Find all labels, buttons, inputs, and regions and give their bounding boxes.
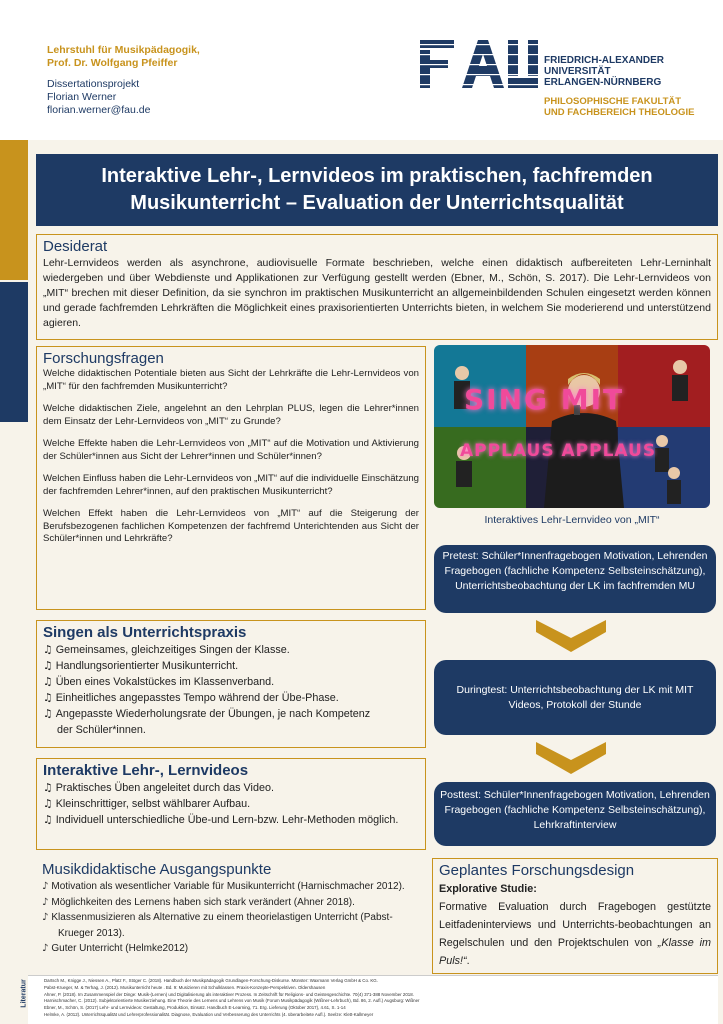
- literature-label: Literatur: [20, 979, 28, 1008]
- list-item: ♪ Motivation als wesentlicher Variable für Musikunterricht (Harnischmacher 2012).: [42, 881, 405, 892]
- list-item: ♫ Individuell unterschiedliche Übe-und Lern-bzw. Lehr-Methoden möglich.: [43, 813, 399, 826]
- research-question: Welchen Effekt haben die Lehr-Lernvideos von „MIT“ auf die Steigerung der Berufsbezogenen fachlichen Kompetenzen der fachfremd Unterichtenden aus Sicht der Schüler*innen und Lehrkräfte?: [43, 508, 419, 544]
- research-questions-heading: Forschungsfragen: [43, 350, 164, 367]
- list-item: ♫ Praktisches Üben angeleitet durch das Video.: [43, 781, 274, 794]
- author-name: Florian Werner: [47, 91, 117, 103]
- faculty-name: PHILOSOPHISCHE FAKULTÄT UND FACHBEREICH THEOLOGIE: [544, 96, 695, 118]
- music-note-icon: ♫: [43, 781, 53, 794]
- research-design-heading: Geplantes Forschungsdesign: [439, 862, 635, 879]
- list-item: ♪ Klassenmusizieren als Alternative zu einem theorielastigen Unterricht (Pabst-Krueger 2013).: [42, 912, 393, 939]
- music-note-icon: ♫: [43, 707, 53, 720]
- chevron-down-icon: [536, 742, 606, 774]
- video-overlay-sing-mit: SING MIT: [464, 383, 625, 416]
- fau-logo: [420, 40, 538, 88]
- chair-name: Lehrstuhl für Musikpädagogik,: [47, 44, 200, 56]
- list-item: ♫ Üben eines Vokalstückes im Klassenverband.: [43, 675, 275, 688]
- chair-info: [47, 44, 200, 117]
- literature-entry: Harnischmacher, C. (2012). Subjektorientierte Musikerziehung. Eine Theorie des Lernens und Lehrens von Musik (Forum Musikpädagogik (Wißner-Lehrbuch), Bd. 86, 2. Aufl.) Augsburg: Wißner: [44, 998, 420, 1004]
- music-note-icon: ♪: [42, 912, 49, 923]
- video-caption: Interaktives Lehr-Lernvideo von „MIT“: [484, 514, 660, 526]
- contact-block: [47, 78, 200, 117]
- list-item: ♫ Kleinschrittiger, selbst wählbarer Aufbau.: [43, 797, 251, 810]
- university-name: FRIEDRICH-ALEXANDER UNIVERSITÄT ERLANGEN-NÜRNBERG: [544, 55, 664, 88]
- music-note-icon: ♫: [43, 813, 53, 826]
- music-note-icon: ♪: [42, 943, 49, 954]
- list-item: ♪ Guter Unterricht (Helmke2012): [42, 943, 189, 954]
- video-overlay-applaus: APPLAUS APPLAUS: [460, 441, 657, 461]
- professor-name: Prof. Dr. Wolfgang Pfeiffer: [47, 57, 178, 69]
- poster-title: Interaktive Lehr-, Lernvideos im praktischen, fachfremden Musikunterricht – Evaluation der Unterrichtsqualität: [36, 154, 718, 226]
- research-design-subheading: Explorative Studie:: [439, 883, 537, 895]
- singing-box: [36, 620, 426, 748]
- side-bar-navy: [0, 282, 28, 422]
- literature-entry: Pabst-Krueger, M. & Terhag, J. (2012). Musikunterricht heute . Bd. 9: Musizieren mit Schulklassen. Praxis-Konzepte-Perspektiven. Oldershausen: [44, 984, 326, 990]
- research-question: Welchen Einfluss haben die Lehr-Lernvideos von „MIT“ auf die individuelle Einschätzung der fachfremden Lehrer*innen, auf den praktischen Musikunterricht?: [43, 473, 419, 497]
- desiderat-text: Lehr-Lernvideos werden als asynchrone, audiovisuelle Formate beschrieben, welche einen didaktisch aufbereiteten Lehr-Lerninhalt wiedergeben und über Webdienste und Applikationen zur Verfügung gestellt werden (Ebner, M., Schön, S. 2017). Die Lehr-Lernvideos von „MIT“ brechen mit dieser Definition, da sie synchron im praktischen Musikunterricht an allgemeinbildenden Schulen eingesetzt werden können und gerade fachfremden Lehrkräften die Möglichkeit eines praxisorientierten Unterrichts bieten, in welchem Sie moderierend und unterstützend agieren.: [43, 257, 711, 329]
- duringtest-box: Duringtest: Unterrichtsbeobachtung der LK mit MIT Videos, Protokoll der Stunde: [434, 660, 716, 735]
- desiderat-box: [36, 234, 718, 340]
- list-item: ♫ Einheitliches angepasstes Tempo während der Übe-Phase.: [43, 691, 339, 704]
- music-note-icon: ♫: [43, 797, 53, 810]
- music-note-icon: ♪: [42, 896, 49, 908]
- research-design-box: [432, 858, 718, 974]
- research-design-text: Formative Evaluation durch Fragebogen gestützte Leitfadeninterviews und Unterrichts-beobachtungen an Regelschulen und den Projektschulen von „Klasse im Puls!“.: [439, 901, 711, 967]
- literature-entry: Ebner, M., Schön, S. (2017) Lehr- und Lernvideos: Gestaltung, Produktion, Einsatz. Handbuch E-Learning, 71. Erg. Lieferung (Oktober 2017), 4.61, S. 1-14: [44, 1005, 346, 1011]
- interactive-videos-box: [36, 758, 426, 850]
- header: [0, 0, 723, 140]
- literature-entry: Helmke, A. (2012). Unterrichtsqualität und Lehrerprofessionalität. Diagnose, Evaluation und Verbesserung des Unterrichts (4. überarbeitete Aufl.). Seelze: Klett-Kallmeyer: [44, 1011, 374, 1017]
- video-still: [434, 345, 710, 508]
- pretest-box: Pretest: Schüler*Innenfragebogen Motivation, Lehrenden Fragebogen (fachliche Kompetenz Selbsteinschätzung), Unterrichtsbeobachtung der LK im fachfremden MU: [434, 545, 716, 613]
- didactic-heading: Musikdidaktische Ausgangspunkte: [42, 861, 272, 878]
- literature-entry: Ahner, P. (2018). Im Zusammenspiel der Dinge: Musik-(Lernen) und Digitalisierung als interaktiver Prozess. In Zeitschrift für Religions- und Geistesgeschichte. 70(4) 371-388 November 2018.: [44, 991, 414, 997]
- literature-list: [44, 978, 420, 1019]
- singing-heading: Singen als Unterrichtspraxis: [43, 624, 247, 641]
- research-question: Welche didaktischen Ziele, angelehnt an den Lehrplan PLUS, legen die Lehrer*innen dem Einsatz der Lehr-Lernvideos von „MIT“ zu Grunde?: [43, 403, 419, 427]
- literature-entry: Dartsch M., Knigge J., Niessen A., Platz F., Stöger C. (2018). Handbuch der Musikpädagogik Grundlagen-Forschung-Diskurse. Münster: Waxmann Verlag GmbH & Co. KG.: [44, 978, 378, 983]
- interactive-videos-heading: Interaktive Lehr-, Lernvideos: [43, 762, 249, 779]
- music-note-icon: ♫: [43, 675, 53, 688]
- author-email[interactable]: florian.werner@fau.de: [47, 104, 151, 116]
- posttest-box: Posttest: Schüler*Innenfragebogen Motivation, Lehrenden Fragebogen (fachliche Kompetenz Selbsteinschätzung), Lehrkraftinterview: [434, 782, 716, 846]
- list-item: ♫ Gemeinsames, gleichzeitiges Singen der Klasse.: [43, 643, 290, 656]
- music-note-icon: ♪: [42, 881, 49, 892]
- video-still-graphic: [434, 345, 710, 508]
- music-note-icon: ♫: [43, 691, 53, 704]
- list-item: ♫ Angepasste Wiederholungsrate der Übungen, je nach Kompetenz: [43, 707, 371, 720]
- desiderat-heading: Desiderat: [43, 238, 108, 255]
- didactic-starting-points: [36, 858, 426, 974]
- chevron-down-icon: [536, 620, 606, 652]
- list-item: ♪ Möglichkeiten des Lernens haben sich stark verändert (Ahner 2018).: [42, 896, 355, 908]
- list-item-continuation: der Schüler*innen.: [57, 724, 146, 736]
- list-item: ♫ Handlungsorientierter Musikunterricht.: [43, 659, 239, 672]
- literature-section: [20, 975, 718, 1024]
- music-note-icon: ♫: [43, 643, 53, 656]
- side-bar-gold: [0, 140, 28, 280]
- research-question: Welche didaktischen Potentiale bieten aus Sicht der Lehrkräfte die Lehr-Lernvideos von „MIT“ für den fachfremden Musikunterricht?: [43, 368, 419, 392]
- research-question: Welche Effekte haben die Lehr-Lernvideos von „MIT“ auf die Motivation und Aktivierung der Schüler*innen aus Sicht der Lehrer*innen und Schüler*innen?: [43, 438, 419, 462]
- research-questions-box: [36, 346, 426, 610]
- project-label: Dissertationsprojekt: [47, 78, 140, 90]
- music-note-icon: ♫: [43, 659, 53, 672]
